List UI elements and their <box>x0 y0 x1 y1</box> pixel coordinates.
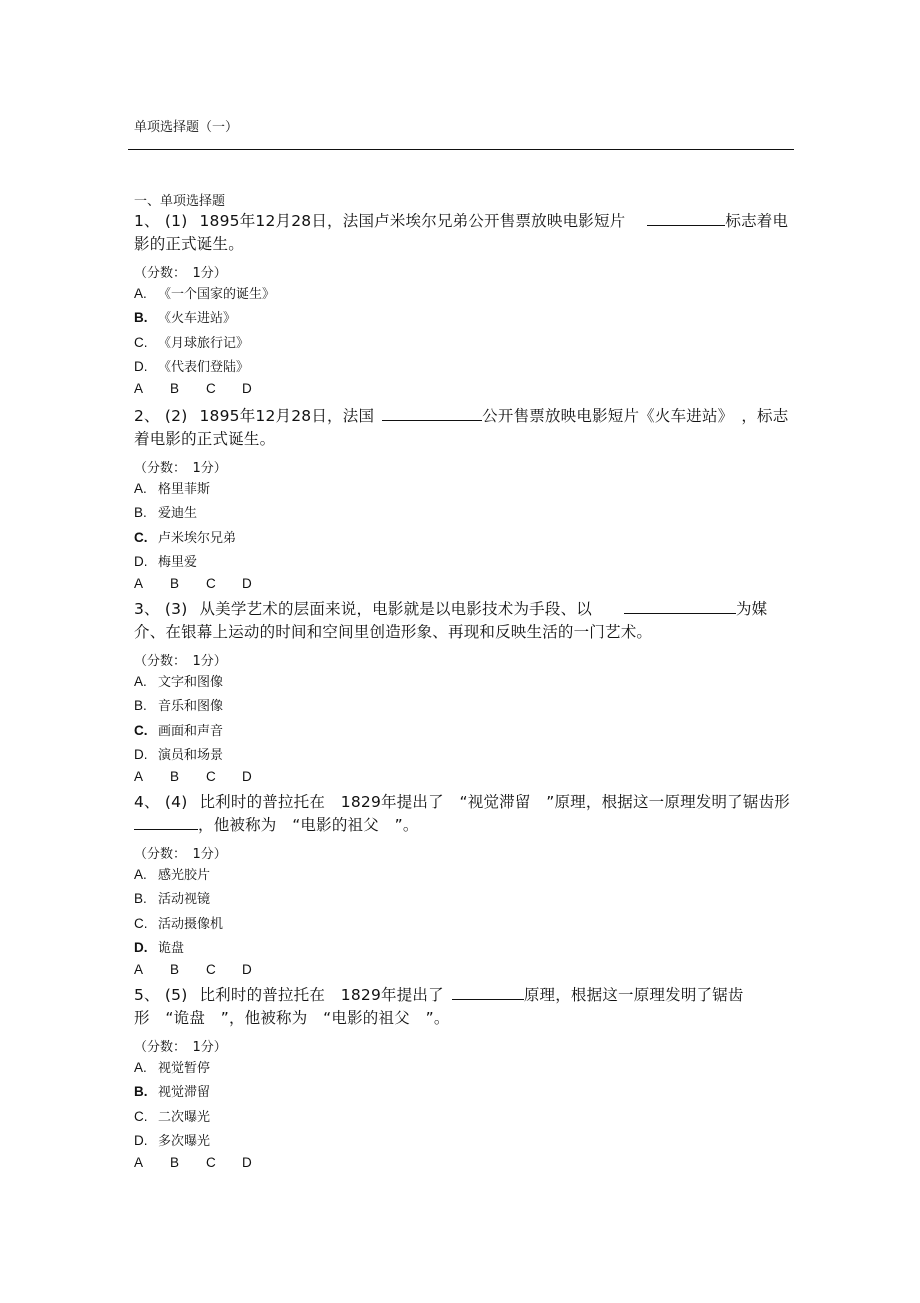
option-a <box>134 863 794 887</box>
question-4 <box>134 791 794 980</box>
choice-c[interactable]: C <box>206 962 216 978</box>
question-index: 1、 <box>134 212 160 230</box>
question-index: 2、 <box>134 407 160 425</box>
choice-a[interactable]: A <box>134 1155 144 1171</box>
option-letter: B. <box>134 891 147 907</box>
option-c <box>134 331 794 355</box>
question-number: (1) <box>164 212 188 230</box>
answer-choices <box>134 1153 794 1173</box>
option-c <box>134 912 794 936</box>
option-b <box>134 1080 794 1104</box>
question-text-part2: 原理，根据这一原理发明了锯齿形 “诡盘 ”，他被称为 “电影的祖父 ”。 <box>134 986 744 1027</box>
choice-a[interactable]: A <box>134 381 144 397</box>
option-a <box>134 282 794 306</box>
option-text: 感光胶片 <box>158 868 211 883</box>
choice-d[interactable]: D <box>242 381 252 397</box>
option-text: 音乐和图像 <box>158 699 224 715</box>
question-number: (3) <box>164 600 188 618</box>
answer-choices <box>134 960 794 980</box>
option-b <box>134 887 794 911</box>
option-text: 画面和声音 <box>158 723 224 739</box>
option-text: 视觉滞留 <box>158 1085 211 1101</box>
answer-blank <box>647 210 725 226</box>
choice-b[interactable]: B <box>170 962 180 978</box>
option-d <box>134 1129 794 1153</box>
question-text-part2: 为媒介、在银幕上运动的时间和空间里创造形象、再现和反映生活的一门艺术。 <box>134 600 768 641</box>
option-letter: D. <box>134 358 148 374</box>
choice-d[interactable]: D <box>242 769 252 785</box>
question-stem <box>134 791 794 837</box>
question-text-part2: 标志着电影的正式诞生。 <box>134 212 789 253</box>
option-b <box>134 501 794 525</box>
option-text: 诡盘 <box>158 940 185 956</box>
option-text: 爱迪生 <box>158 506 198 522</box>
option-text: 梅里爱 <box>158 554 198 570</box>
choice-d[interactable]: D <box>242 576 252 592</box>
option-letter: B. <box>134 1084 148 1100</box>
option-c <box>134 719 794 743</box>
option-a <box>134 477 794 501</box>
section-heading: 一、单项选择题 <box>134 194 226 209</box>
question-score: （分数： 1分） <box>134 847 227 862</box>
document-title: 单项选择题（一） <box>134 120 239 135</box>
question-stem <box>134 984 794 1030</box>
option-b <box>134 694 794 718</box>
option-b <box>134 306 794 330</box>
choice-d[interactable]: D <box>242 962 252 978</box>
question-text-part1: 比利时的普拉托在 1829年提出了 “视觉滞留 ”原理，根据这一原理发明了锯齿形 <box>199 793 790 811</box>
option-text: 《火车进站》 <box>158 311 237 327</box>
question-text-part2: 公开售票放映电影短片《火车进站》 ，标志着电影的正式诞生。 <box>134 407 789 448</box>
question-number: (2) <box>164 407 188 425</box>
option-text: 视觉暂停 <box>158 1061 211 1076</box>
option-d <box>134 743 794 767</box>
answer-choices <box>134 574 794 594</box>
question-text-part2: ，他被称为 “电影的祖父 ”。 <box>198 816 419 834</box>
option-text: 《代表们登陆》 <box>158 359 250 375</box>
option-text: 多次曝光 <box>158 1133 211 1149</box>
question-text-part1: 1895年12月28日，法国 <box>199 407 375 425</box>
answer-blank <box>382 405 482 421</box>
choice-a[interactable]: A <box>134 769 144 785</box>
option-c <box>134 526 794 550</box>
option-letter: C. <box>134 334 148 350</box>
question-stem <box>134 210 794 256</box>
option-letter: C. <box>134 722 148 738</box>
answer-blank <box>452 984 524 1000</box>
question-text-part1: 从美学艺术的层面来说，电影就是以电影技术为手段、以 <box>199 600 592 618</box>
option-text: 演员和场景 <box>158 747 224 763</box>
option-a <box>134 1056 794 1080</box>
question-index: 3、 <box>134 600 160 618</box>
question-number: (4) <box>164 793 188 811</box>
question-score: （分数： 1分） <box>134 1040 227 1055</box>
question-3 <box>134 598 794 787</box>
choice-c[interactable]: C <box>206 576 216 592</box>
question-5 <box>134 984 794 1173</box>
question-index: 5、 <box>134 986 160 1004</box>
question-2 <box>134 405 794 594</box>
option-text: 《一个国家的诞生》 <box>158 287 276 302</box>
option-text: 活动摄像机 <box>158 916 224 932</box>
question-text-part1: 1895年12月28日，法国卢米埃尔兄弟公开售票放映电影短片 <box>199 212 626 230</box>
option-letter: B. <box>134 505 147 521</box>
question-1 <box>134 210 794 399</box>
title-divider <box>128 149 794 150</box>
option-text: 卢米埃尔兄弟 <box>158 530 237 546</box>
option-letter: B. <box>134 698 147 714</box>
choice-d[interactable]: D <box>242 1155 252 1171</box>
answer-choices <box>134 767 794 787</box>
question-stem <box>134 405 794 451</box>
answer-choices <box>134 379 794 399</box>
option-c <box>134 1105 794 1129</box>
choice-a[interactable]: A <box>134 576 144 592</box>
answer-blank <box>134 814 198 830</box>
option-letter: A. <box>134 1060 147 1075</box>
choice-c[interactable]: C <box>206 769 216 785</box>
answer-blank <box>624 598 736 614</box>
option-letter: D. <box>134 553 148 569</box>
option-a <box>134 670 794 694</box>
option-d <box>134 550 794 574</box>
option-letter: C. <box>134 1108 148 1124</box>
question-stem <box>134 598 794 644</box>
option-text: 格里菲斯 <box>158 482 211 497</box>
option-letter: D. <box>134 746 148 762</box>
option-letter: C. <box>134 529 148 545</box>
choice-b[interactable]: B <box>170 381 180 397</box>
option-d <box>134 355 794 379</box>
option-letter: B. <box>134 310 148 326</box>
question-score: （分数： 1分） <box>134 461 227 476</box>
choice-c[interactable]: C <box>206 381 216 397</box>
choice-b[interactable]: B <box>170 576 180 592</box>
option-letter: A. <box>134 286 147 301</box>
option-text: 文字和图像 <box>158 675 224 690</box>
option-letter: D. <box>134 939 148 955</box>
option-letter: D. <box>134 1132 148 1148</box>
question-number: (5) <box>164 986 188 1004</box>
option-letter: A. <box>134 481 147 496</box>
question-score: （分数： 1分） <box>134 654 227 669</box>
option-text: 《月球旅行记》 <box>158 335 250 351</box>
question-score: （分数： 1分） <box>134 266 227 281</box>
option-letter: A. <box>134 674 147 689</box>
option-text: 二次曝光 <box>158 1109 211 1125</box>
option-letter: C. <box>134 915 148 931</box>
choice-c[interactable]: C <box>206 1155 216 1171</box>
option-d <box>134 936 794 960</box>
choice-a[interactable]: A <box>134 962 144 978</box>
question-text-part1: 比利时的普拉托在 1829年提出了 <box>199 986 444 1004</box>
option-text: 活动视镜 <box>158 892 211 908</box>
choice-b[interactable]: B <box>170 769 180 785</box>
option-letter: A. <box>134 867 147 882</box>
choice-b[interactable]: B <box>170 1155 180 1171</box>
question-index: 4、 <box>134 793 160 811</box>
